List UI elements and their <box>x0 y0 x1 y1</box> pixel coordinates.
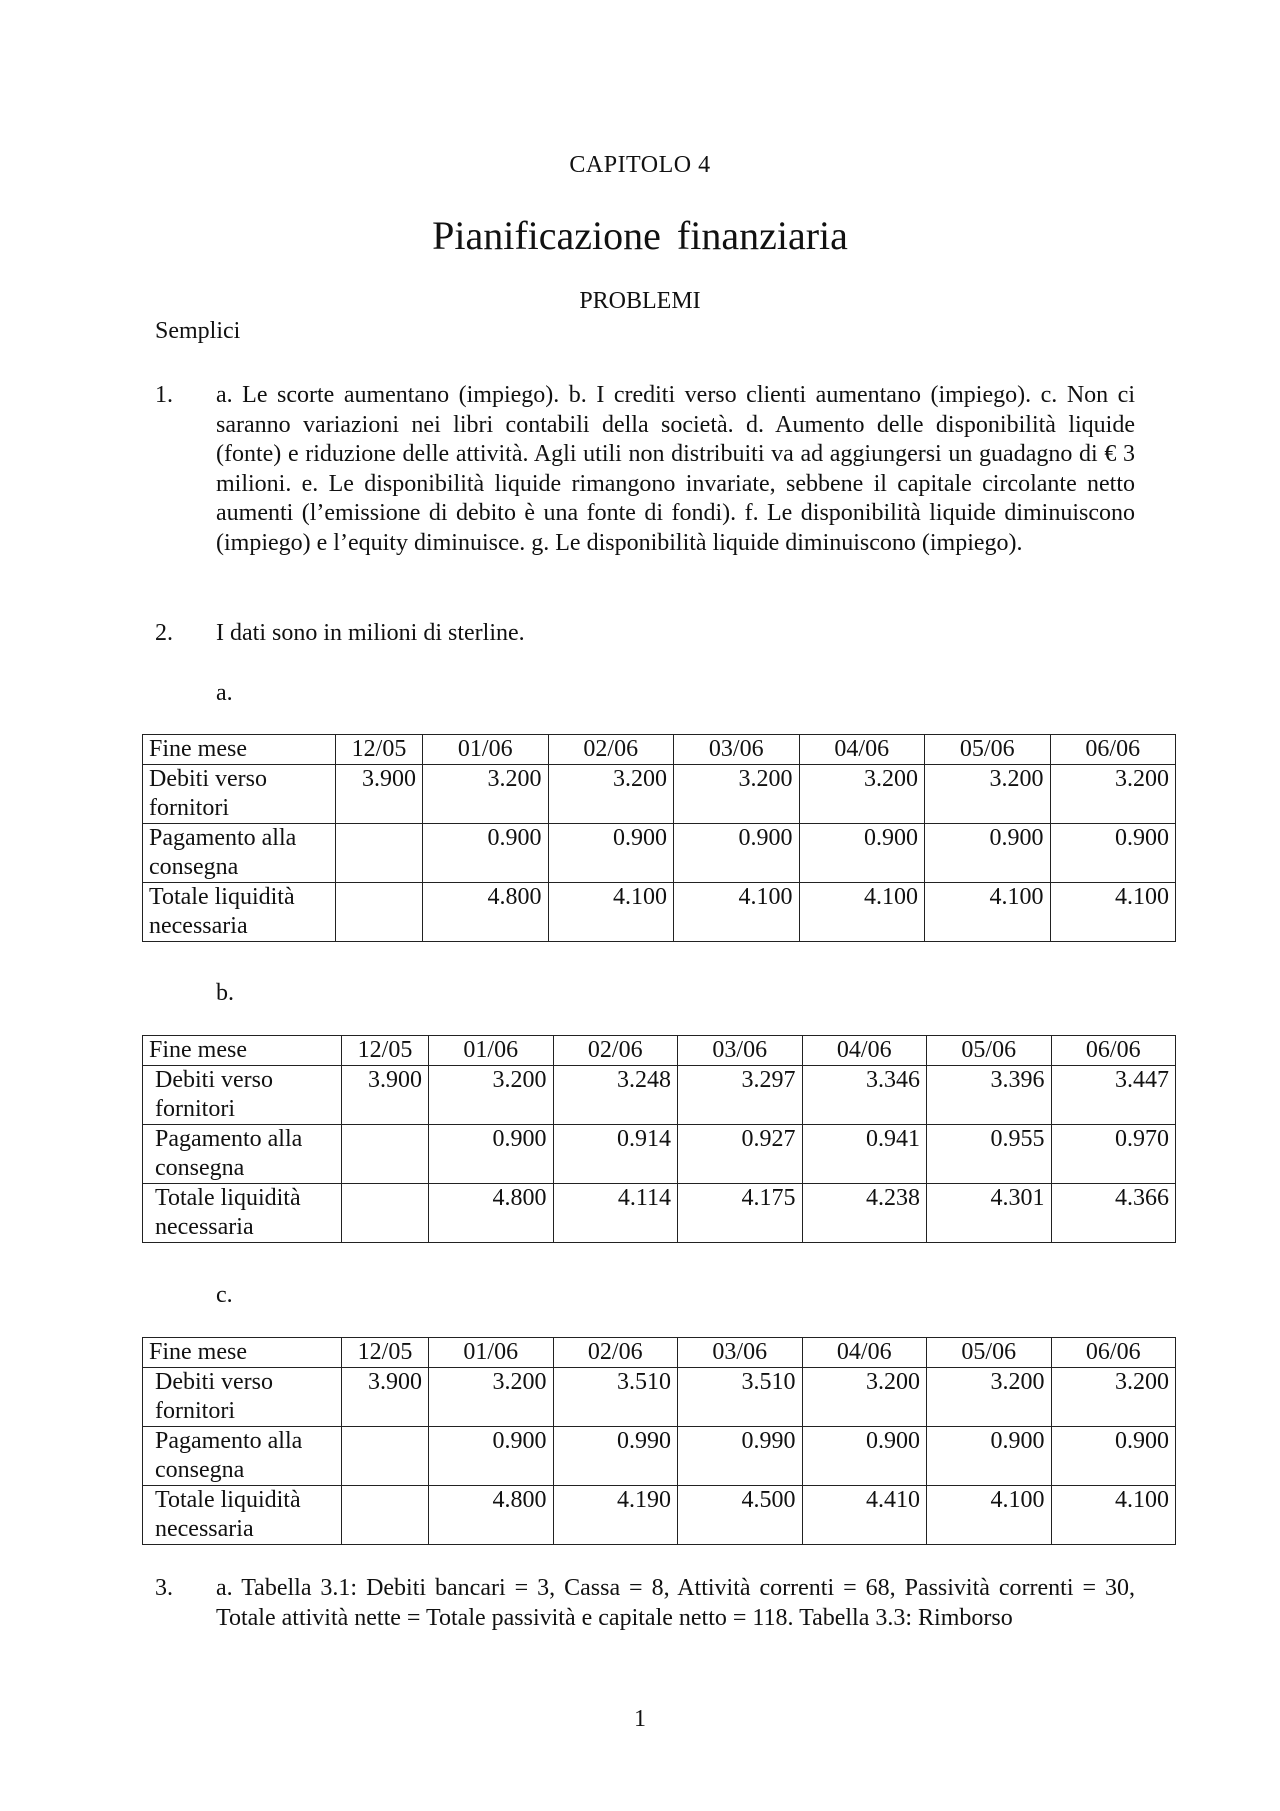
row-label <box>143 883 336 942</box>
table-row <box>143 765 1176 824</box>
problem-number: 2. <box>155 620 173 646</box>
table-c-label: c. <box>216 1282 233 1308</box>
table-c <box>142 1337 1176 1545</box>
table-cell: 3.200 <box>423 765 549 824</box>
table-cell: 0.900 <box>674 824 800 883</box>
row-label-line: Pagamento alla <box>155 1428 303 1454</box>
row-label-line: consegna <box>155 1155 245 1181</box>
section-heading: PROBLEMI <box>579 288 701 314</box>
problem-1 <box>155 381 1135 558</box>
header-cell: 01/06 <box>423 735 549 765</box>
row-label-line: necessaria <box>155 1214 254 1240</box>
problem-text: a. Tabella 3.1: Debiti bancari = 3, Cassa = 8, Attività correnti = 68, Passività correnti = 30, Totale attività nette = Totale passività e capitale netto = 118. Tabella 3.3: Rimborso <box>216 1575 1135 1631</box>
table-cell: 3.200 <box>674 765 800 824</box>
table-cell: 4.100 <box>674 883 800 942</box>
row-label-line: necessaria <box>149 913 248 939</box>
table-cell: 0.990 <box>678 1427 803 1486</box>
table-cell <box>336 883 423 942</box>
row-label-line: fornitori <box>155 1096 235 1122</box>
row-label-line: fornitori <box>155 1398 235 1424</box>
table-cell: 3.346 <box>802 1066 927 1125</box>
header-cell: 12/05 <box>342 1338 429 1368</box>
table-cell <box>336 824 423 883</box>
table-row <box>143 883 1176 942</box>
table-header-row <box>143 1338 1176 1368</box>
table-a-label: a. <box>216 680 233 706</box>
table-cell: 3.200 <box>799 765 925 824</box>
header-cell: 02/06 <box>548 735 674 765</box>
table-cell: 0.900 <box>1051 1427 1176 1486</box>
table-cell: 0.900 <box>423 824 549 883</box>
row-label-line: fornitori <box>149 795 229 821</box>
table-row <box>143 1125 1176 1184</box>
table-cell <box>342 1184 429 1243</box>
table-cell: 4.100 <box>799 883 925 942</box>
table-cell <box>342 1486 429 1545</box>
table-cell: 4.366 <box>1051 1184 1176 1243</box>
table-cell: 4.800 <box>429 1184 554 1243</box>
row-label-line: Debiti verso <box>155 1369 273 1395</box>
header-cell: 03/06 <box>674 735 800 765</box>
problem-number: 1. <box>155 382 173 408</box>
table-cell: 0.900 <box>548 824 674 883</box>
table-cell: 3.900 <box>342 1368 429 1427</box>
header-cell: 06/06 <box>1051 1338 1176 1368</box>
table-cell: 4.410 <box>802 1486 927 1545</box>
table-cell: 4.800 <box>429 1486 554 1545</box>
table-cell: 4.800 <box>423 883 549 942</box>
table-header-row <box>143 735 1176 765</box>
problem-2 <box>155 619 1135 649</box>
table-cell: 0.914 <box>553 1125 678 1184</box>
row-label <box>143 1066 342 1125</box>
header-cell: Fine mese <box>143 1036 342 1066</box>
row-label <box>143 1184 342 1243</box>
table-cell: 4.190 <box>553 1486 678 1545</box>
row-label-line: Totale liquidità <box>155 1185 301 1211</box>
table-row <box>143 1486 1176 1545</box>
table-cell: 4.100 <box>927 1486 1052 1545</box>
table-b-label: b. <box>216 980 234 1006</box>
table-cell: 3.200 <box>548 765 674 824</box>
row-label-line: Debiti verso <box>149 766 267 792</box>
table-cell: 3.510 <box>553 1368 678 1427</box>
row-label-line: Pagamento alla <box>149 825 297 851</box>
table-cell: 3.447 <box>1051 1066 1176 1125</box>
table-cell: 4.100 <box>1050 883 1176 942</box>
row-label-line: consegna <box>149 854 239 880</box>
header-cell: Fine mese <box>143 1338 342 1368</box>
row-label <box>143 1125 342 1184</box>
table-cell: 3.200 <box>1050 765 1176 824</box>
table-cell: 3.200 <box>1051 1368 1176 1427</box>
table-cell: 0.955 <box>927 1125 1052 1184</box>
page-title: Pianificazione finanziaria <box>432 213 848 258</box>
table-cell: 0.927 <box>678 1125 803 1184</box>
table-cell: 0.990 <box>553 1427 678 1486</box>
table-row <box>143 1184 1176 1243</box>
table-cell: 3.200 <box>802 1368 927 1427</box>
table-cell <box>342 1125 429 1184</box>
problem-3 <box>155 1574 1135 1633</box>
header-cell: 03/06 <box>678 1036 803 1066</box>
table-b <box>142 1035 1176 1243</box>
header-cell: Fine mese <box>143 735 336 765</box>
table-cell: 3.396 <box>927 1066 1052 1125</box>
row-label-line: necessaria <box>155 1516 254 1542</box>
header-cell: 01/06 <box>429 1338 554 1368</box>
table-cell: 0.900 <box>802 1427 927 1486</box>
problem-text: I dati sono in milioni di sterline. <box>216 620 525 646</box>
header-cell: 05/06 <box>925 735 1051 765</box>
table-cell: 4.100 <box>1051 1486 1176 1545</box>
header-cell: 01/06 <box>429 1036 554 1066</box>
table-row <box>143 1427 1176 1486</box>
table-cell: 3.200 <box>429 1368 554 1427</box>
header-cell: 05/06 <box>927 1338 1052 1368</box>
table-cell: 0.900 <box>799 824 925 883</box>
row-label-line: Debiti verso <box>155 1067 273 1093</box>
row-label-line: consegna <box>155 1457 245 1483</box>
table-cell: 4.100 <box>548 883 674 942</box>
table-cell: 3.510 <box>678 1368 803 1427</box>
difficulty-label: Semplici <box>155 318 241 344</box>
table-cell: 0.941 <box>802 1125 927 1184</box>
table-cell: 3.248 <box>553 1066 678 1125</box>
header-cell: 02/06 <box>553 1338 678 1368</box>
chapter-heading: CAPITOLO 4 <box>569 152 711 178</box>
header-cell: 12/05 <box>342 1036 429 1066</box>
header-cell: 03/06 <box>678 1338 803 1368</box>
row-label <box>143 1486 342 1545</box>
table-cell: 0.900 <box>927 1427 1052 1486</box>
page-number: 1 <box>634 1706 646 1732</box>
table-cell: 3.200 <box>429 1066 554 1125</box>
table-cell: 0.900 <box>1050 824 1176 883</box>
row-label-line: Totale liquidità <box>149 884 295 910</box>
table-a <box>142 734 1176 942</box>
row-label <box>143 1427 342 1486</box>
problem-text: a. Le scorte aumentano (impiego). b. I crediti verso clienti aumentano (impiego). c. Non ci saranno variazioni nei libri contabili della società. d. Aumento delle disponibilità liquide (fonte) e riduzione delle attività. Agli utili non distribuiti va ad aggiungersi un guadagno di € 3 milioni. e. Le disponibilità liquide rimangono invariate, sebbene il capitale circolante netto aumenti (l’emissione di debito è una fonte di fondi). f. Le disponibilità liquide diminuiscono (impiego) e l’equity diminuisce. g. Le disponibilità liquide diminuiscono (impiego). <box>216 382 1135 556</box>
header-cell: 06/06 <box>1050 735 1176 765</box>
table-cell: 4.100 <box>925 883 1051 942</box>
table-cell: 4.301 <box>927 1184 1052 1243</box>
table-cell <box>342 1427 429 1486</box>
table-cell: 4.238 <box>802 1184 927 1243</box>
row-label-line: Pagamento alla <box>155 1126 303 1152</box>
table-cell: 0.900 <box>925 824 1051 883</box>
table-cell: 0.900 <box>429 1125 554 1184</box>
table-cell: 3.900 <box>342 1066 429 1125</box>
header-cell: 04/06 <box>802 1338 927 1368</box>
table-header-row <box>143 1036 1176 1066</box>
table-cell: 3.200 <box>925 765 1051 824</box>
table-cell: 3.200 <box>927 1368 1052 1427</box>
problem-number: 3. <box>155 1575 173 1601</box>
header-cell: 05/06 <box>927 1036 1052 1066</box>
header-cell: 04/06 <box>799 735 925 765</box>
table-cell: 4.500 <box>678 1486 803 1545</box>
table-row <box>143 824 1176 883</box>
header-cell: 06/06 <box>1051 1036 1176 1066</box>
row-label <box>143 1368 342 1427</box>
table-cell: 0.970 <box>1051 1125 1176 1184</box>
header-cell: 04/06 <box>802 1036 927 1066</box>
table-cell: 3.900 <box>336 765 423 824</box>
table-row <box>143 1368 1176 1427</box>
header-cell: 12/05 <box>336 735 423 765</box>
table-row <box>143 1066 1176 1125</box>
table-cell: 4.175 <box>678 1184 803 1243</box>
table-cell: 4.114 <box>553 1184 678 1243</box>
row-label-line: Totale liquidità <box>155 1487 301 1513</box>
table-cell: 3.297 <box>678 1066 803 1125</box>
table-cell: 0.900 <box>429 1427 554 1486</box>
row-label <box>143 765 336 824</box>
header-cell: 02/06 <box>553 1036 678 1066</box>
row-label <box>143 824 336 883</box>
